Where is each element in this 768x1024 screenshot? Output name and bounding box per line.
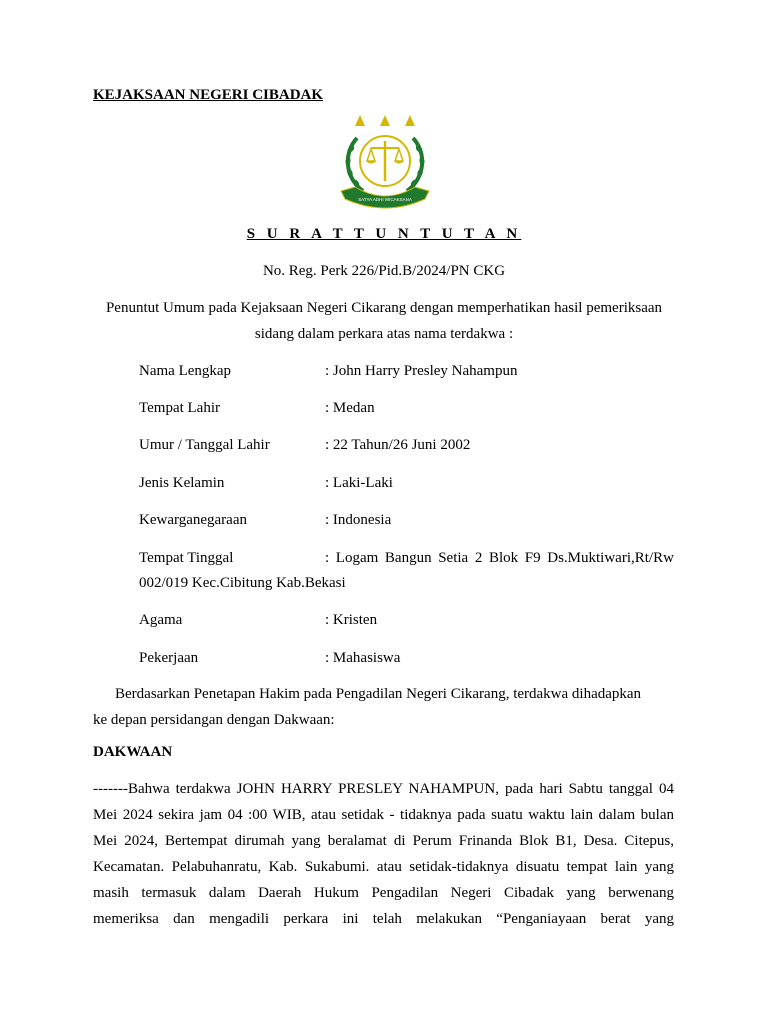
citizenship-value: : Indonesia <box>325 512 392 528</box>
address-value-line-1 <box>325 550 674 567</box>
name-label: Nama Lengkap <box>139 363 232 379</box>
intro-line-1: Penuntut Umum pada Kejaksaan Negeri Cikarang dengan memperhatikan hasil pemeriksaan <box>105 300 663 316</box>
emblem-motto: SATYA ADHI WICAKSANA <box>358 197 412 202</box>
birthplace-label: Tempat Lahir <box>139 400 220 416</box>
office-name: KEJAKSAAN NEGERI CIBADAK <box>93 87 324 103</box>
dakwaan-line: Kecamatan. Pelabuhanratu, Kab. Sukabumi. atau setidak-tidaknya disuatu tempat lain yang <box>93 859 674 875</box>
age-value: : 22 Tahun/26 Juni 2002 <box>325 437 471 453</box>
basis-line-2: ke depan persidangan dengan Dakwaan: <box>93 712 335 728</box>
religion-label: Agama <box>139 612 183 628</box>
dakwaan-heading: DAKWAAN <box>93 744 173 760</box>
name-value: : John Harry Presley Nahampun <box>325 363 518 379</box>
dakwaan-line: Mei 2024, Bertempat dirumah yang beralamat di Perum Frinanda Blok B1, Desa. Citepus, <box>93 833 674 849</box>
occupation-label: Pekerjaan <box>139 650 199 666</box>
address-word: Setia <box>438 550 469 566</box>
sex-value: : Laki-Laki <box>325 475 393 491</box>
address-word: Logam <box>335 550 379 566</box>
address-label: Tempat Tinggal <box>139 550 234 566</box>
birthplace-value: : Medan <box>325 400 375 416</box>
dakwaan-line: Mei 2024 sekira jam 04 :00 WIB, atau setidak - tidaknya pada suatu waktu lain dalam bulan <box>93 807 674 823</box>
registration-number: No. Reg. Perk 226/Pid.B/2024/PN CKG <box>262 263 506 279</box>
address-word: Bangun <box>384 550 432 566</box>
address-value-line-2: 002/019 Kec.Cibitung Kab.Bekasi <box>139 575 346 591</box>
age-label: Umur / Tanggal Lahir <box>139 437 270 453</box>
address-word: : <box>325 550 330 566</box>
address-word: Blok <box>488 550 519 566</box>
religion-value: : Kristen <box>325 612 378 628</box>
dakwaan-line: masih termasuk dalam Daerah Hukum Pengadilan Negeri Cibadak yang berwenang <box>93 885 674 901</box>
dakwaan-line: -------Bahwa terdakwa JOHN HARRY PRESLEY NAHAMPUN, pada hari Sabtu tanggal 04 <box>93 781 674 797</box>
address-word: F9 <box>524 550 541 566</box>
dakwaan-line: memeriksa dan mengadili perkara ini telah melakukan “Penganiayaan berat yang <box>93 911 674 927</box>
address-word: 2 <box>474 550 483 566</box>
sex-label: Jenis Kelamin <box>139 475 225 491</box>
basis-line-1: Berdasarkan Penetapan Hakim pada Pengadilan Negeri Cikarang, terdakwa dihadapkan <box>115 686 642 702</box>
citizenship-label: Kewarganegaraan <box>139 512 247 528</box>
kejaksaan-emblem-logo <box>335 113 435 213</box>
occupation-value: : Mahasiswa <box>325 650 401 666</box>
address-word: Ds.Muktiwari,Rt/Rw <box>547 550 674 566</box>
document-title: S U R A T T U N T U T A N <box>246 226 522 242</box>
intro-line-2: sidang dalam perkara atas nama terdakwa : <box>254 326 514 342</box>
